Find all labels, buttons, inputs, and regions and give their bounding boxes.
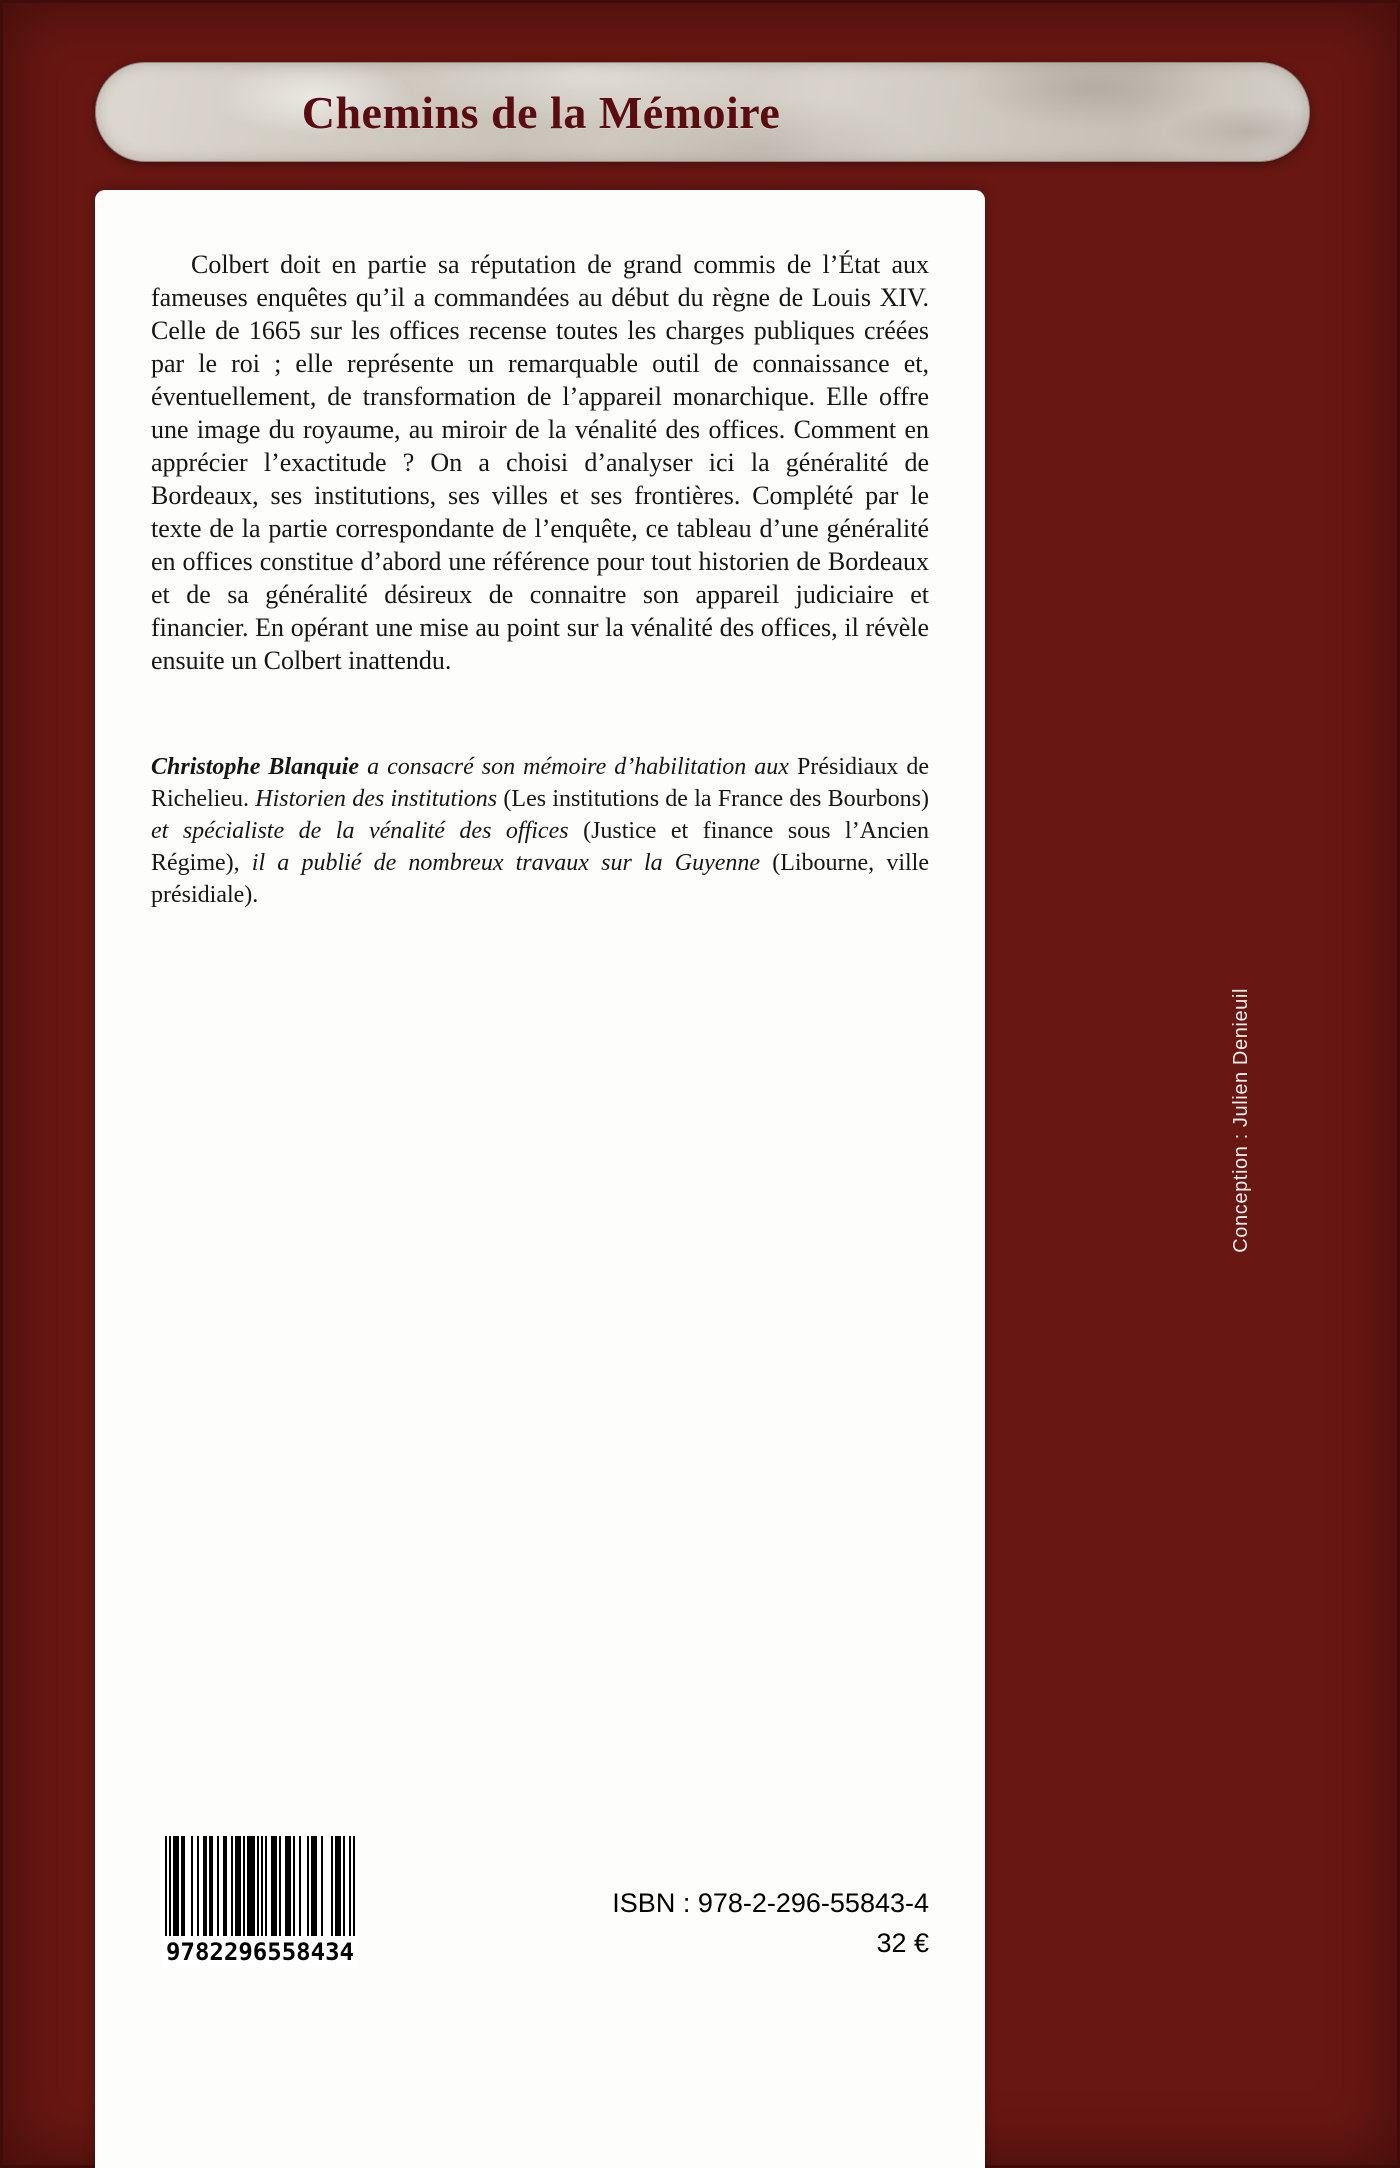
isbn-block: [612, 1883, 929, 1967]
barcode-digit-group: 9: [166, 1938, 181, 1966]
isbn-text: ISBN : 978-2-296-55843-4: [612, 1888, 929, 1918]
barcode: [163, 1832, 357, 1967]
barcode-digits: [165, 1939, 355, 1965]
bio-author-name: Christophe Blanquie: [151, 754, 360, 780]
bio-segment: il a publié de nombreux travaux sur la Guyenne: [251, 850, 761, 876]
barcode-digit-group: 558434: [267, 1938, 354, 1966]
bio-segment: Historien des institutions: [255, 786, 498, 812]
footer-row: [151, 1832, 929, 1967]
barcode-digit-group: 782296: [180, 1938, 268, 1966]
author-bio: [151, 751, 929, 911]
price-text: 32 €: [876, 1928, 929, 1958]
series-banner: [95, 62, 1310, 162]
design-credit: Conception : Julien Denieuil: [1230, 988, 1252, 1253]
bio-segment: (Justice et finance sous l’Ancien Régime),: [151, 818, 929, 876]
barcode-bars: [165, 1836, 355, 1936]
bio-segment: a consacré son mémoire d’habilitation aux: [359, 754, 797, 780]
bio-segment: (Les institutions de la France des Bourbons): [497, 786, 929, 812]
bio-segment: Présidiaux de Richelieu.: [151, 754, 929, 812]
content-panel: [95, 190, 985, 2168]
series-title: Chemins de la Mémoire: [301, 86, 781, 138]
blurb-text: Colbert doit en partie sa réputation de grand commis de l’État aux fameuses enquêtes qu’il a commandées au début du règne de Louis XIV. Celle de 1665 sur les offices recense toutes les charges publiques créées par le roi ; elle représente un remarquable outil de connaissance et, éventuellement, de transformation de l’appareil monarchique. Elle offre une image du royaume, au miroir de la vénalité des offices. Comment en apprécier l’exactitude ? On a choisi d’analyser ici la généralité de Bordeaux, ses institutions, ses villes et ses frontières. Complété par le texte de la partie correspondante de l’enquête, ce tableau d’une généralité en offices constitue d’abord une référence pour tout historien de Bordeaux et de sa généralité désireux de connaitre son appareil judiciaire et financier. En opérant une mise au point sur la vénalité des offices, il révèle ensuite un Colbert inattendu.: [151, 250, 929, 675]
bio-segment: et spécialiste de la vénalité des offices: [151, 818, 569, 844]
bio-segment: (Libourne, ville présidiale).: [151, 850, 929, 908]
